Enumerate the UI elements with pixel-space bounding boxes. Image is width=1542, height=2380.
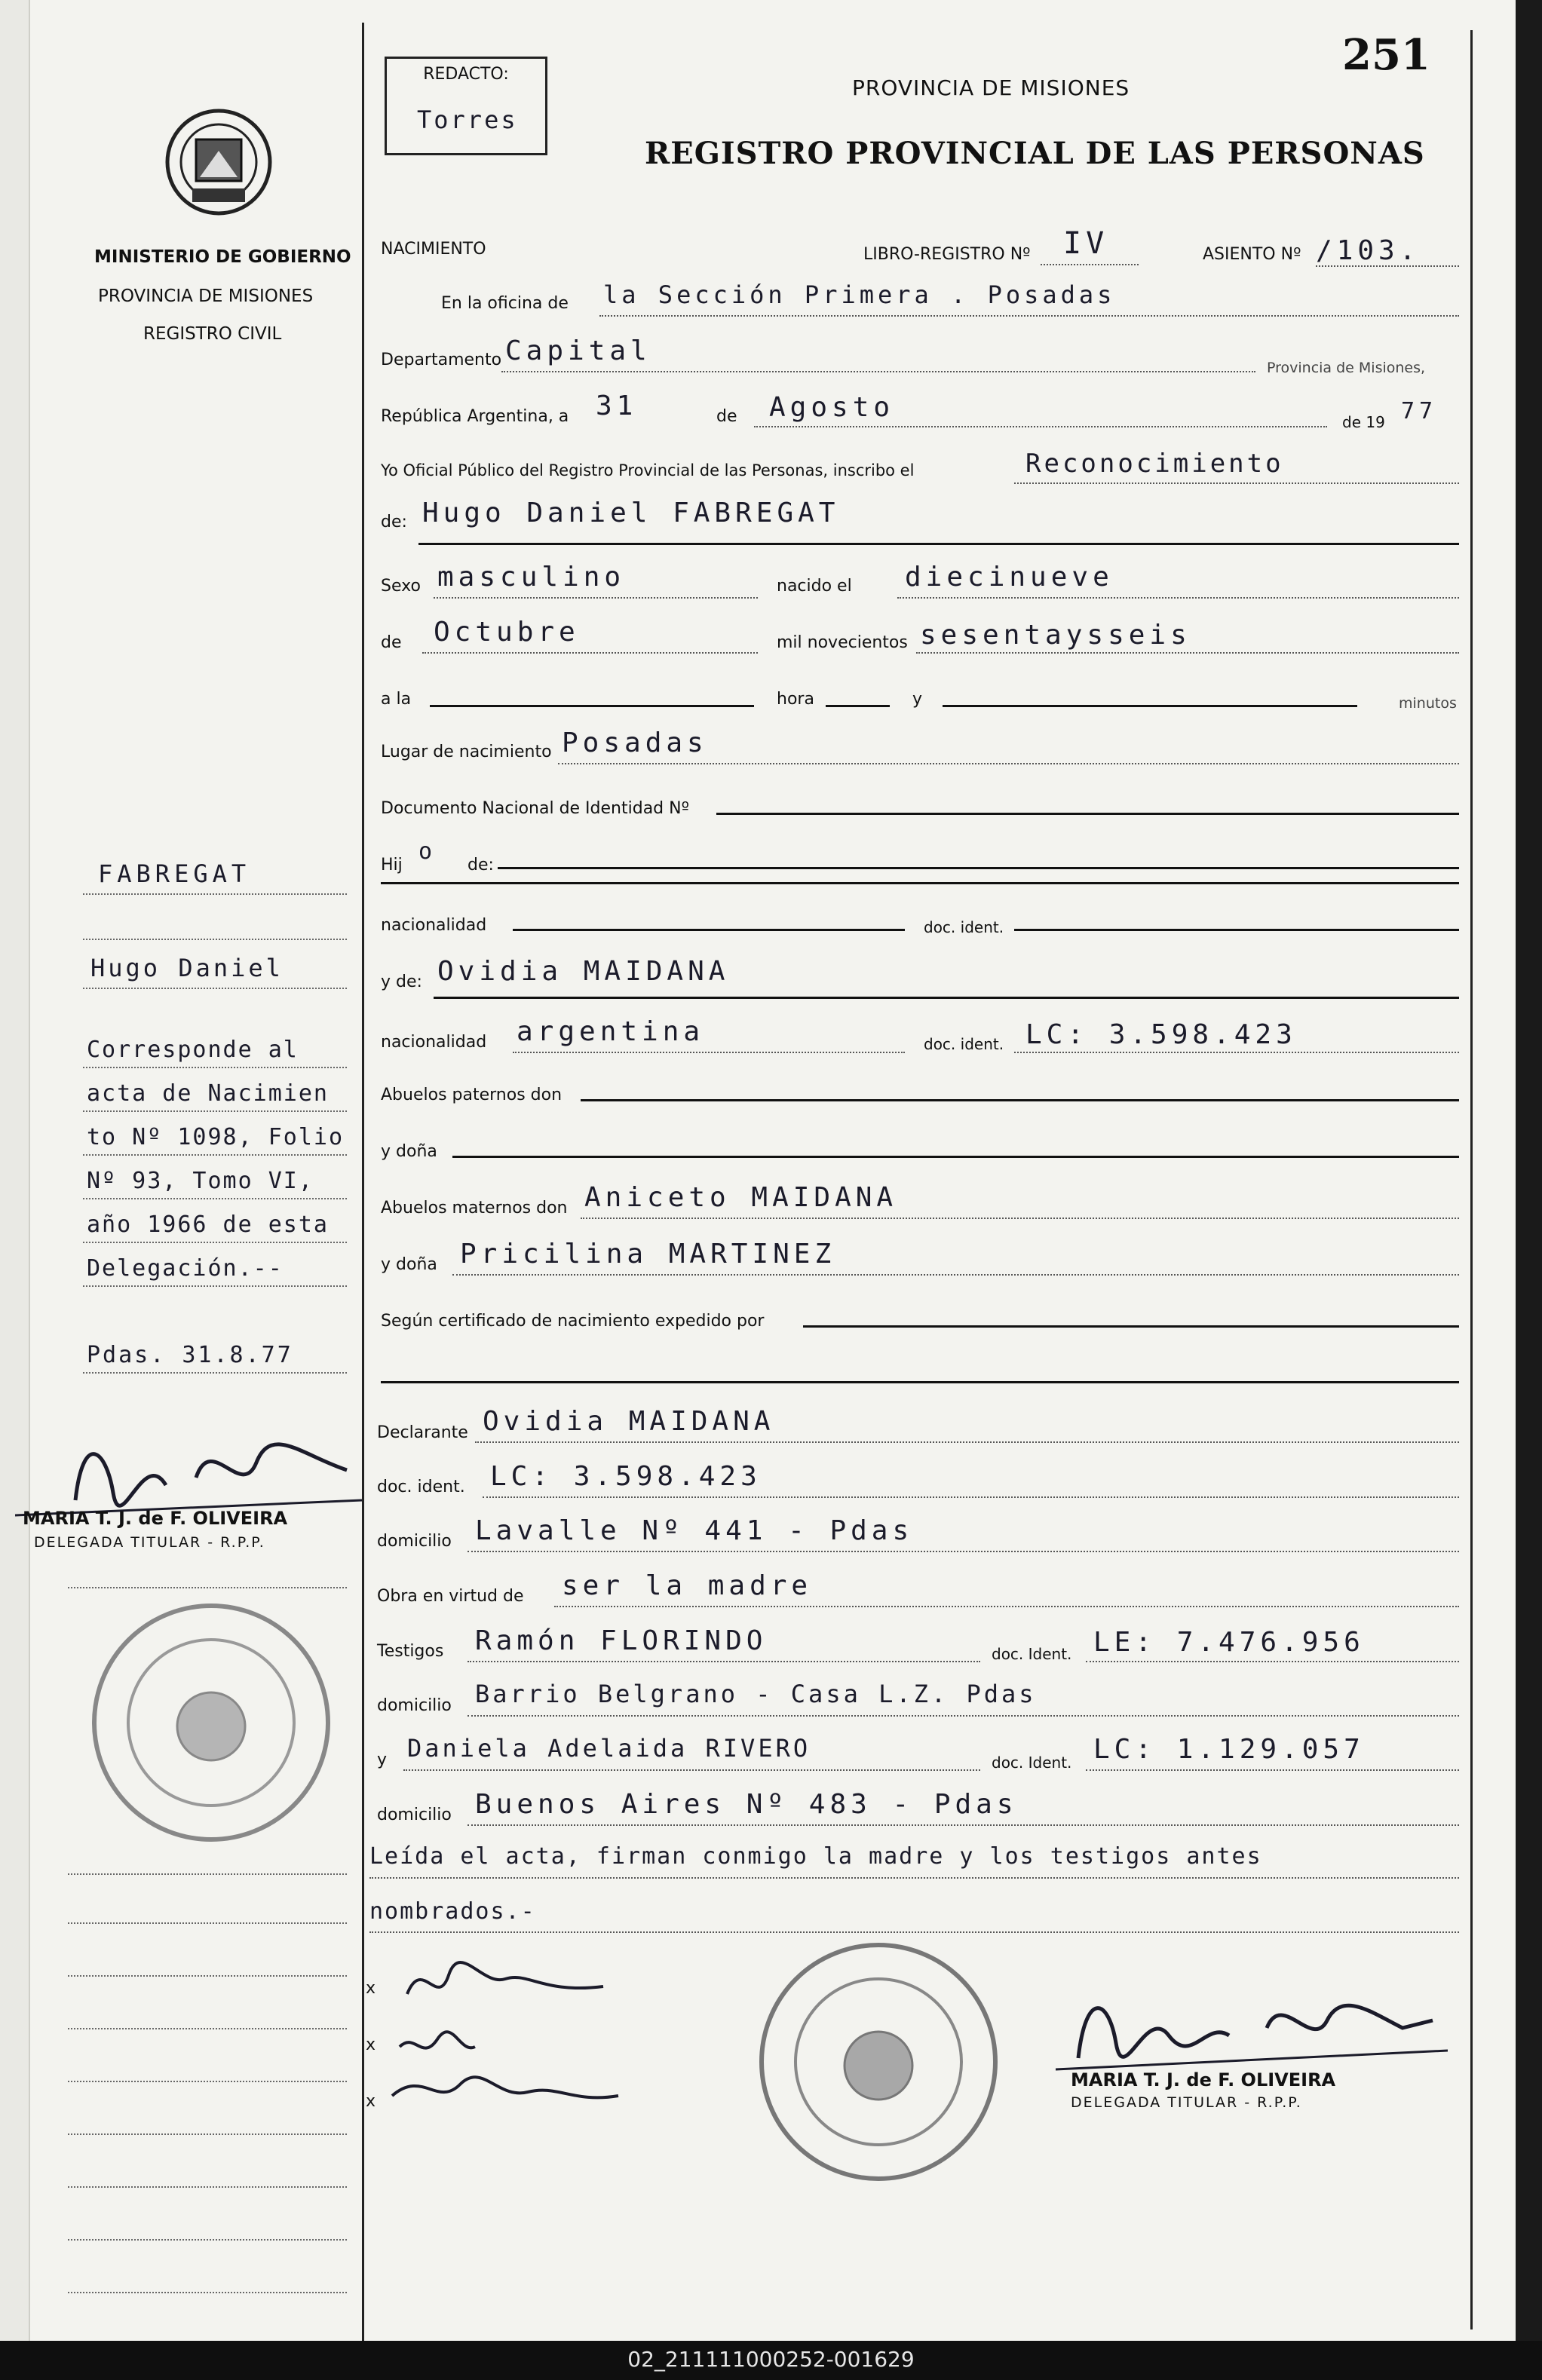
margin-rule-2 [83,939,347,940]
margin-note-3: Corresponde al [87,1037,299,1063]
hora-line [826,705,890,707]
padre-line-2 [381,882,1459,884]
declarante-line [475,1441,1459,1443]
hora-label: hora [777,690,814,709]
domicilio3-value: Buenos Aires Nº 483 - Pdas [475,1789,1018,1820]
official-title-right: DELEGADA TITULAR - R.P.P. [1071,2094,1302,2111]
y-label: y [912,690,923,709]
doc-ident2-value: LC: 3.598.423 [1025,1019,1297,1050]
abuela-mat-line [452,1274,1459,1276]
mil-label: mil novecientos [777,633,908,652]
domicilio3-label: domicilio [377,1806,452,1824]
official-signature-left [15,1417,362,1523]
margin-rule-14 [68,1975,347,1977]
margin-note-8: Delegación.-- [87,1255,284,1282]
binding-edge [0,0,30,2341]
registry-label: REGISTRO CIVIL [143,324,282,344]
leida-rule-1 [369,1877,1459,1879]
decl-doc-label: doc. ident. [377,1478,465,1496]
redacto-value: Torres [417,106,518,134]
leida-line-1: Leída el acta, firman conmigo la madre y los testigos antes [369,1843,1262,1870]
ala-label: a la [381,690,412,709]
margin-rule-12 [68,1873,347,1875]
libro-label: LIBRO-REGISTRO Nº [863,245,1031,264]
testigo1-doc-line [1086,1661,1459,1662]
margin-rule-15 [68,2028,347,2029]
libro-line [1041,264,1139,265]
departamento-line [501,371,1255,372]
oficial-value: Reconocimiento [1025,449,1284,479]
testigos-label: Testigos [377,1642,444,1661]
testigo1-doc-value: LE: 7.476.956 [1093,1627,1365,1658]
nacionalidad2-value: argentina [517,1016,705,1047]
nacionalidad2-label: nacionalidad [381,1033,487,1052]
header-province: PROVINCIA DE MISIONES [852,75,1130,100]
lugar-label: Lugar de nacimiento [381,743,552,761]
doc-ident2-line [1014,1052,1459,1053]
lugar-value: Posadas [562,727,708,758]
footer-bar [0,2341,1542,2380]
testigo2-doc-label: doc. Ident. [992,1754,1072,1772]
obra-label: Obra en virtud de [377,1587,524,1606]
signature-mark-1: x [366,1979,376,1998]
domicilio2-value: Barrio Belgrano - Casa L.Z. Pdas [475,1680,1037,1708]
de-label: de [716,407,737,426]
nacido-label: nacido el [777,577,852,596]
page-number: 251 [1342,30,1430,80]
domicilio-line [468,1551,1459,1552]
doc-ident2-label: doc. ident. [924,1035,1004,1053]
y2-label: y [377,1751,388,1769]
redacto-box [385,57,547,155]
official-name-left: MARIA T. J. de F. OLIVEIRA [23,1508,288,1529]
certificado-label: Según certificado de nacimiento expedido por [381,1312,765,1331]
abuelo-mat-line [581,1218,1459,1219]
domicilio2-line [468,1715,1459,1717]
nombre-line [418,543,1459,545]
nacionalidad-label: nacionalidad [381,916,487,935]
ydona2-label: y doña [381,1255,437,1274]
asiento-line [1316,265,1459,267]
ydona-line [452,1156,1459,1158]
margin-rule-6 [83,1154,347,1156]
official-title-left: DELEGADA TITULAR - R.P.P. [34,1534,265,1551]
sexo-label: Sexo [381,577,421,596]
sexo-line [434,597,758,599]
coat-of-arms-seal [162,106,275,219]
margin-rule-16 [68,2081,347,2082]
obra-value: ser la madre [562,1570,813,1601]
nombre-value: Hugo Daniel FABREGAT [422,498,840,528]
mes-nac-line [422,652,758,654]
margin-rule-19 [68,2239,347,2241]
witness-signatures [377,1941,679,2122]
libro-value: IV [1063,226,1109,261]
doc-ident-line [1014,929,1459,931]
mes-line [754,426,1327,427]
de3-label: de: [468,856,494,875]
nacido-line [897,597,1459,599]
ala-line [430,705,754,707]
abuela-mat-value: Pricilina MARTINEZ [460,1239,836,1270]
domicilio-label: domicilio [377,1532,452,1551]
nacionalidad-line [513,929,905,931]
madre-value: Ovidia MAIDANA [437,956,730,987]
margin-note-2: Hugo Daniel [90,954,284,982]
asiento-value: /103. [1316,235,1421,266]
oficial-line [1014,482,1459,484]
certificado-line [803,1325,1459,1328]
nacionalidad2-line [513,1052,905,1053]
sexo-value: masculino [437,562,626,593]
margin-rule-1 [83,893,347,895]
minutos-line [943,705,1357,707]
hij-value: o [418,838,437,865]
doc-ident-label: doc. ident. [924,918,1004,936]
provincia-suffix: Provincia de Misiones, [1267,360,1426,376]
de2-label: de [381,633,402,652]
nacido-value: diecinueve [905,562,1114,593]
right-border [1470,30,1473,2329]
anio-nac-value: sesentaysseis [920,620,1191,651]
record-type-label: NACIMIENTO [381,240,486,259]
testigo2-value: Daniela Adelaida RIVERO [407,1734,811,1763]
dni-line [716,813,1459,815]
departamento-value: Capital [505,335,651,366]
abuelos-pat-line [581,1099,1459,1101]
de-nombre-label: de: [381,513,407,531]
madre-line [434,997,1459,999]
margin-rule-18 [68,2186,347,2188]
abuelos-pat-label: Abuelos paternos don [381,1086,563,1104]
hij-label: Hij [381,856,403,875]
domicilio2-label: domicilio [377,1696,452,1715]
ministry-label: MINISTERIO DE GOBIERNO [94,247,351,267]
province-left-label: PROVINCIA DE MISIONES [98,286,314,306]
margin-rule-10 [83,1372,347,1374]
decl-doc-line [483,1496,1459,1498]
header-title: REGISTRO PROVINCIAL DE LAS PERSONAS [645,136,1425,171]
margin-rule-8 [83,1242,347,1243]
obra-line [554,1606,1459,1607]
domicilio-value: Lavalle Nº 441 - Pdas [475,1515,914,1546]
padre-line [498,867,1459,869]
asiento-label: ASIENTO Nº [1203,245,1301,264]
decl-doc-value: LC: 3.598.423 [490,1461,762,1492]
leida-rule-2 [369,1931,1459,1933]
certificado-line-2 [381,1381,1459,1383]
margin-note-9: Pdas. 31.8.77 [87,1342,293,1368]
margin-note-5: to Nº 1098, Folio [87,1124,345,1150]
abuelos-mat-label: Abuelos maternos don [381,1199,568,1218]
yde-label: y de: [381,973,422,991]
official-stamp-left [87,1598,336,1847]
signature-mark-3: x [366,2092,376,2111]
official-name-right: MARIA T. J. de F. OLIVEIRA [1071,2069,1336,2091]
declarante-label: Declarante [377,1423,468,1442]
anio-value: 77 [1401,398,1438,424]
signature-mark-2: x [366,2035,376,2054]
lugar-line [558,763,1459,764]
testigo1-line [468,1661,980,1662]
official-signature-right [1056,1975,1448,2073]
declarante-value: Ovidia MAIDANA [483,1406,775,1437]
margin-note-1: FABREGAT [98,859,251,888]
margin-note-4: acta de Nacimien [87,1080,329,1107]
departamento-label: Departamento [381,351,502,369]
margin-rule-20 [68,2292,347,2293]
testigo1-doc-label: doc. Ident. [992,1645,1072,1663]
oficina-label: En la oficina de [441,294,569,313]
margin-rule-5 [83,1110,347,1112]
margin-note-6: Nº 93, Tomo VI, [87,1168,314,1194]
oficial-label: Yo Oficial Público del Registro Provincial de las Personas, inscribo el [381,461,915,479]
margin-rule-4 [83,1067,347,1068]
margin-rule-9 [83,1285,347,1287]
anio-nac-line [916,652,1459,654]
margin-rule-13 [68,1922,347,1924]
anio-label: de 19 [1342,413,1385,431]
redacto-label: REDACTO: [423,65,509,84]
margin-rule-11 [68,1587,347,1588]
margin-note-7: año 1966 de esta [87,1211,329,1238]
republica-label: República Argentina, a [381,407,569,426]
margin-rule-3 [83,988,347,989]
abuelo-mat-value: Aniceto MAIDANA [584,1182,898,1213]
mes-nac-value: Octubre [434,617,580,648]
oficina-line [599,315,1459,317]
margin-divider [362,23,364,2341]
dia-value: 31 [596,391,638,421]
domicilio3-line [468,1824,1459,1826]
testigo1-value: Ramón FLORINDO [475,1625,768,1656]
margin-rule-17 [68,2133,347,2135]
margin-rule-7 [83,1198,347,1199]
testigo2-line [403,1769,980,1771]
official-stamp-right [754,1937,1003,2186]
dni-label: Documento Nacional de Identidad Nº [381,799,689,818]
minutos-label: minutos [1399,695,1457,712]
testigo2-doc-line [1086,1769,1459,1771]
ydona-label: y doña [381,1142,437,1161]
footer-code: 02_211111000252-001629 [627,2347,915,2372]
oficina-value: la Sección Primera . Posadas [603,280,1116,309]
testigo2-doc-value: LC: 1.129.057 [1093,1734,1365,1765]
mes-value: Agosto [769,392,895,423]
leida-line-2: nombrados.- [369,1898,536,1925]
